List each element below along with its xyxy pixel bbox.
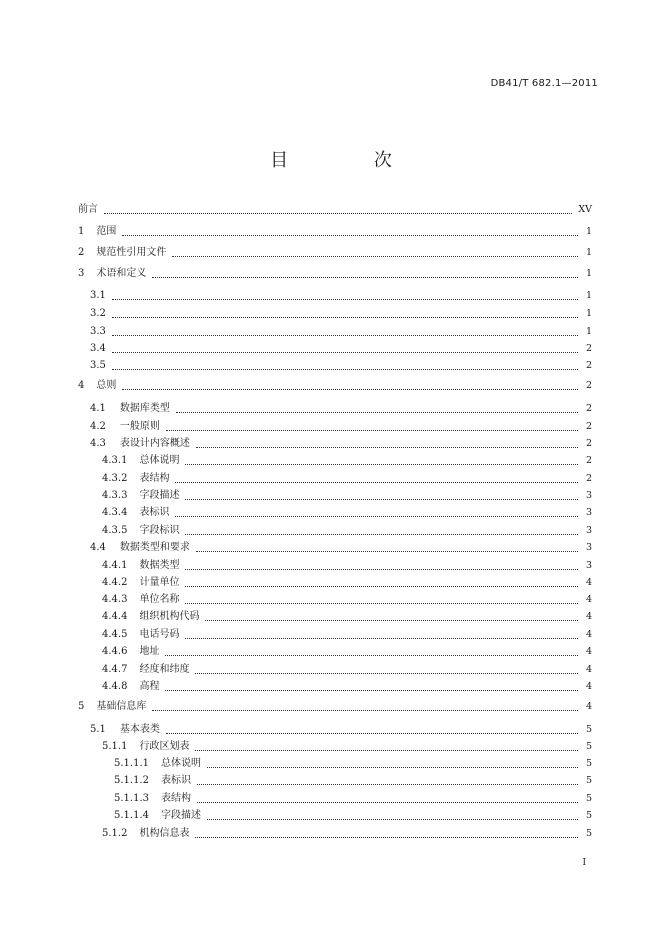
toc-entry[interactable]	[78, 415, 592, 433]
toc-entry-page: 5	[585, 810, 592, 821]
toc-entry-number: 4.4.1	[102, 560, 128, 571]
toc-entry-title: 计量单位	[139, 577, 180, 588]
toc-leader-dots	[196, 447, 578, 448]
document-id: DB41/T 682.1—2011	[490, 78, 598, 89]
toc-leader-dots	[152, 710, 578, 711]
toc-entry[interactable]	[78, 658, 592, 676]
toc-entry[interactable]	[78, 675, 592, 693]
toc-leader-dots	[152, 277, 578, 278]
toc-leader-dots	[185, 569, 578, 570]
toc-entry-number: 3.4	[90, 343, 106, 354]
toc-entry-page: 4	[585, 629, 592, 640]
toc-entry-title: 组织机构代码	[139, 611, 200, 622]
toc-entry-page: 1	[585, 268, 592, 279]
toc-entry-page: 1	[585, 290, 592, 301]
toc-entry[interactable]	[78, 397, 592, 415]
toc-entry-title: 范围	[96, 226, 117, 237]
toc-entry[interactable]	[78, 467, 592, 485]
toc-entry-number: 5.1.1.1	[114, 758, 149, 769]
toc-entry-title: 单位名称	[139, 594, 180, 605]
toc-leader-dots	[112, 335, 578, 336]
toc-entry-title: 一般原则	[119, 421, 160, 432]
toc-entry-title: 总体说明	[139, 455, 180, 466]
toc-entry-title: 表设计内容概述	[119, 438, 190, 449]
toc-entry-title: 基础信息库	[96, 701, 147, 712]
toc-entry-number: 3.2	[90, 308, 106, 319]
toc-leader-dots	[165, 690, 578, 691]
toc-leader-dots	[166, 430, 578, 431]
toc-entry-page: 1	[585, 308, 592, 319]
toc-entry-number: 4.4	[90, 542, 106, 553]
toc-entry-page: 2	[585, 438, 592, 449]
toc-entry-title: 术语和定义	[96, 268, 147, 279]
toc-entry-number: 5.1.1	[102, 741, 128, 752]
toc-entry-number: 5.1.2	[102, 828, 128, 839]
toc-entry-title: 规范性引用文件	[96, 247, 167, 258]
toc-entry-number: 4	[78, 380, 85, 391]
toc-entry[interactable]	[78, 695, 592, 713]
toc-entry-title: 数据库类型	[119, 403, 170, 414]
toc-entry-page: 3	[585, 525, 592, 536]
toc-entry-number: 4.4.2	[102, 577, 128, 588]
toc-entry-number: 4.2	[90, 421, 106, 432]
toc-entry-title: 经度和纬度	[139, 664, 190, 675]
toc-leader-dots	[205, 620, 578, 621]
toc-entry-page: 3	[585, 560, 592, 571]
toc-entry-page: 2	[585, 455, 592, 466]
toc-leader-dots	[185, 499, 578, 500]
toc-entry[interactable]	[78, 571, 592, 589]
toc-entry-page: 5	[585, 828, 592, 839]
toc-leader-dots	[112, 369, 578, 370]
toc-leader-dots	[112, 317, 578, 318]
toc-leader-dots	[112, 299, 578, 300]
toc-leader-dots	[122, 389, 578, 390]
toc-entry-page: 4	[585, 594, 592, 605]
toc-entry-title: 表标识	[161, 775, 191, 786]
toc-entry-number: 3.3	[90, 326, 106, 337]
toc-entry-page: 5	[585, 775, 592, 786]
toc-entry[interactable]	[78, 640, 592, 658]
toc-entry[interactable]	[78, 284, 592, 302]
toc-entry[interactable]	[78, 536, 592, 554]
toc-entry-title: 字段描述	[139, 490, 180, 501]
toc-entry[interactable]	[78, 198, 592, 216]
toc-leader-dots	[185, 603, 578, 604]
toc-entry-page: 4	[585, 646, 592, 657]
toc-leader-dots	[197, 802, 578, 803]
toc-entry-number: 4.3.3	[102, 490, 128, 501]
toc-entry-number: 4.3.2	[102, 473, 128, 484]
toc-entry[interactable]	[78, 735, 592, 753]
toc-entry-title: 字段描述	[161, 810, 201, 821]
toc-entry-page: 2	[585, 403, 592, 414]
toc-entry[interactable]	[78, 262, 592, 280]
toc-entry-number: 4.3.4	[102, 507, 128, 518]
toc-entry-title: 前言	[78, 204, 98, 215]
toc-entry-page: 4	[585, 681, 592, 692]
toc-leader-dots	[195, 750, 578, 751]
toc-leader-dots	[175, 516, 578, 517]
toc-entry-number: 4.4.4	[102, 611, 128, 622]
toc-entry-number: 5	[78, 701, 85, 712]
toc-entry[interactable]	[78, 769, 592, 787]
toc-entry-number: 4.4.6	[102, 646, 128, 657]
toc-leader-dots	[122, 235, 578, 236]
toc-entry-number: 4.4.5	[102, 629, 128, 640]
toc-entry-title: 高程	[139, 681, 160, 692]
toc-entry-page: 1	[585, 226, 592, 237]
toc-entry-page: 3	[585, 490, 592, 501]
toc-entry-page: 2	[585, 360, 592, 371]
toc-leader-dots	[175, 482, 578, 483]
toc-entry-page: 1	[585, 326, 592, 337]
toc-entry[interactable]	[78, 554, 592, 572]
toc-entry[interactable]	[78, 787, 592, 805]
toc-entry-number: 4.4.8	[102, 681, 128, 692]
toc-entry[interactable]	[78, 519, 592, 537]
toc-leader-dots	[112, 352, 578, 353]
toc-leader-dots	[172, 256, 578, 257]
toc-entry-number: 3.1	[90, 290, 106, 301]
toc-entry-number: 4.3.5	[102, 525, 128, 536]
toc-entry[interactable]	[78, 605, 592, 623]
toc-entry-number: 4.3	[90, 438, 106, 449]
toc-entry-page: 2	[585, 473, 592, 484]
toc-entry-page: 4	[585, 577, 592, 588]
toc-entry[interactable]	[78, 302, 592, 320]
toc-entry-number: 4.4.3	[102, 594, 128, 605]
toc-leader-dots	[104, 213, 572, 214]
toc-entry[interactable]	[78, 432, 592, 450]
toc-entry-title: 机构信息表	[139, 828, 190, 839]
toc-entry[interactable]	[78, 752, 592, 770]
toc-leader-dots	[195, 673, 578, 674]
toc-entry[interactable]	[78, 220, 592, 238]
toc-entry-page: 1	[585, 247, 592, 258]
toc-entry[interactable]	[78, 623, 592, 641]
toc-entry-title: 电话号码	[139, 629, 180, 640]
toc-entry[interactable]	[78, 484, 592, 502]
toc-leader-dots	[195, 837, 578, 838]
toc-leader-dots	[165, 655, 578, 656]
toc-entry-title: 地址	[139, 646, 160, 657]
toc-entry-page: 3	[585, 542, 592, 553]
toc-entry-title: 数据类型和要求	[119, 542, 190, 553]
toc-entry-number: 3.5	[90, 360, 106, 371]
toc-leader-dots	[166, 733, 578, 734]
toc-entry-number: 1	[78, 226, 85, 237]
toc-entry-page: 4	[585, 701, 592, 712]
toc-entry-title: 行政区划表	[139, 741, 190, 752]
toc-leader-dots	[185, 586, 578, 587]
toc-leader-dots	[185, 638, 578, 639]
toc-entry[interactable]	[78, 354, 592, 372]
toc-entry-page: 4	[585, 664, 592, 675]
toc-entry-page: 2	[585, 343, 592, 354]
toc-entry[interactable]	[78, 804, 592, 822]
toc-leader-dots	[185, 534, 578, 535]
toc-entry-number: 5.1.1.4	[114, 810, 149, 821]
toc-entry-title: 总体说明	[161, 758, 201, 769]
toc-entry[interactable]	[78, 501, 592, 519]
toc-entry[interactable]	[78, 320, 592, 338]
toc-entry-number: 5.1.1.2	[114, 775, 149, 786]
toc-entry-number: 5.1	[90, 724, 106, 735]
toc-leader-dots	[207, 767, 578, 768]
toc-entry-title: 表结构	[139, 473, 170, 484]
toc-entry-title: 字段标识	[139, 525, 180, 536]
toc-leader-dots	[207, 819, 578, 820]
toc-entry-number: 3	[78, 268, 85, 279]
toc-leader-dots	[176, 412, 578, 413]
toc-entry-number: 4.3.1	[102, 455, 128, 466]
toc-entry-title: 表结构	[161, 793, 191, 804]
page-title: 目 次	[270, 150, 432, 171]
toc-leader-dots	[196, 551, 578, 552]
toc-entry-number: 4.1	[90, 403, 106, 414]
toc-entry-page: 2	[585, 421, 592, 432]
toc-entry-title: 表标识	[139, 507, 170, 518]
toc-entry-page: XV	[578, 204, 592, 215]
toc-entry[interactable]	[78, 588, 592, 606]
toc-entry-page: 5	[585, 793, 592, 804]
toc-entry[interactable]	[78, 449, 592, 467]
toc-entry[interactable]	[78, 822, 592, 840]
toc-entry-title: 总则	[96, 380, 117, 391]
toc-entry-number: 5.1.1.3	[114, 793, 149, 804]
toc-entry[interactable]	[78, 337, 592, 355]
toc-leader-dots	[197, 784, 578, 785]
toc-entry-page: 4	[585, 611, 592, 622]
toc-entry-page: 2	[585, 380, 592, 391]
toc-entry[interactable]	[78, 241, 592, 259]
toc-entry-page: 5	[585, 741, 592, 752]
toc-entry-title: 数据类型	[139, 560, 180, 571]
toc-entry-title: 基本表类	[119, 724, 160, 735]
toc-leader-dots	[185, 464, 578, 465]
toc-entry-number: 2	[78, 247, 85, 258]
toc-entry-page: 5	[585, 758, 592, 769]
toc-entry-page: 3	[585, 507, 592, 518]
page-number: I	[582, 858, 586, 868]
toc-entry[interactable]	[78, 718, 592, 736]
toc-entry-number: 4.4.7	[102, 664, 128, 675]
toc-entry[interactable]	[78, 374, 592, 392]
toc-entry-page: 5	[585, 724, 592, 735]
